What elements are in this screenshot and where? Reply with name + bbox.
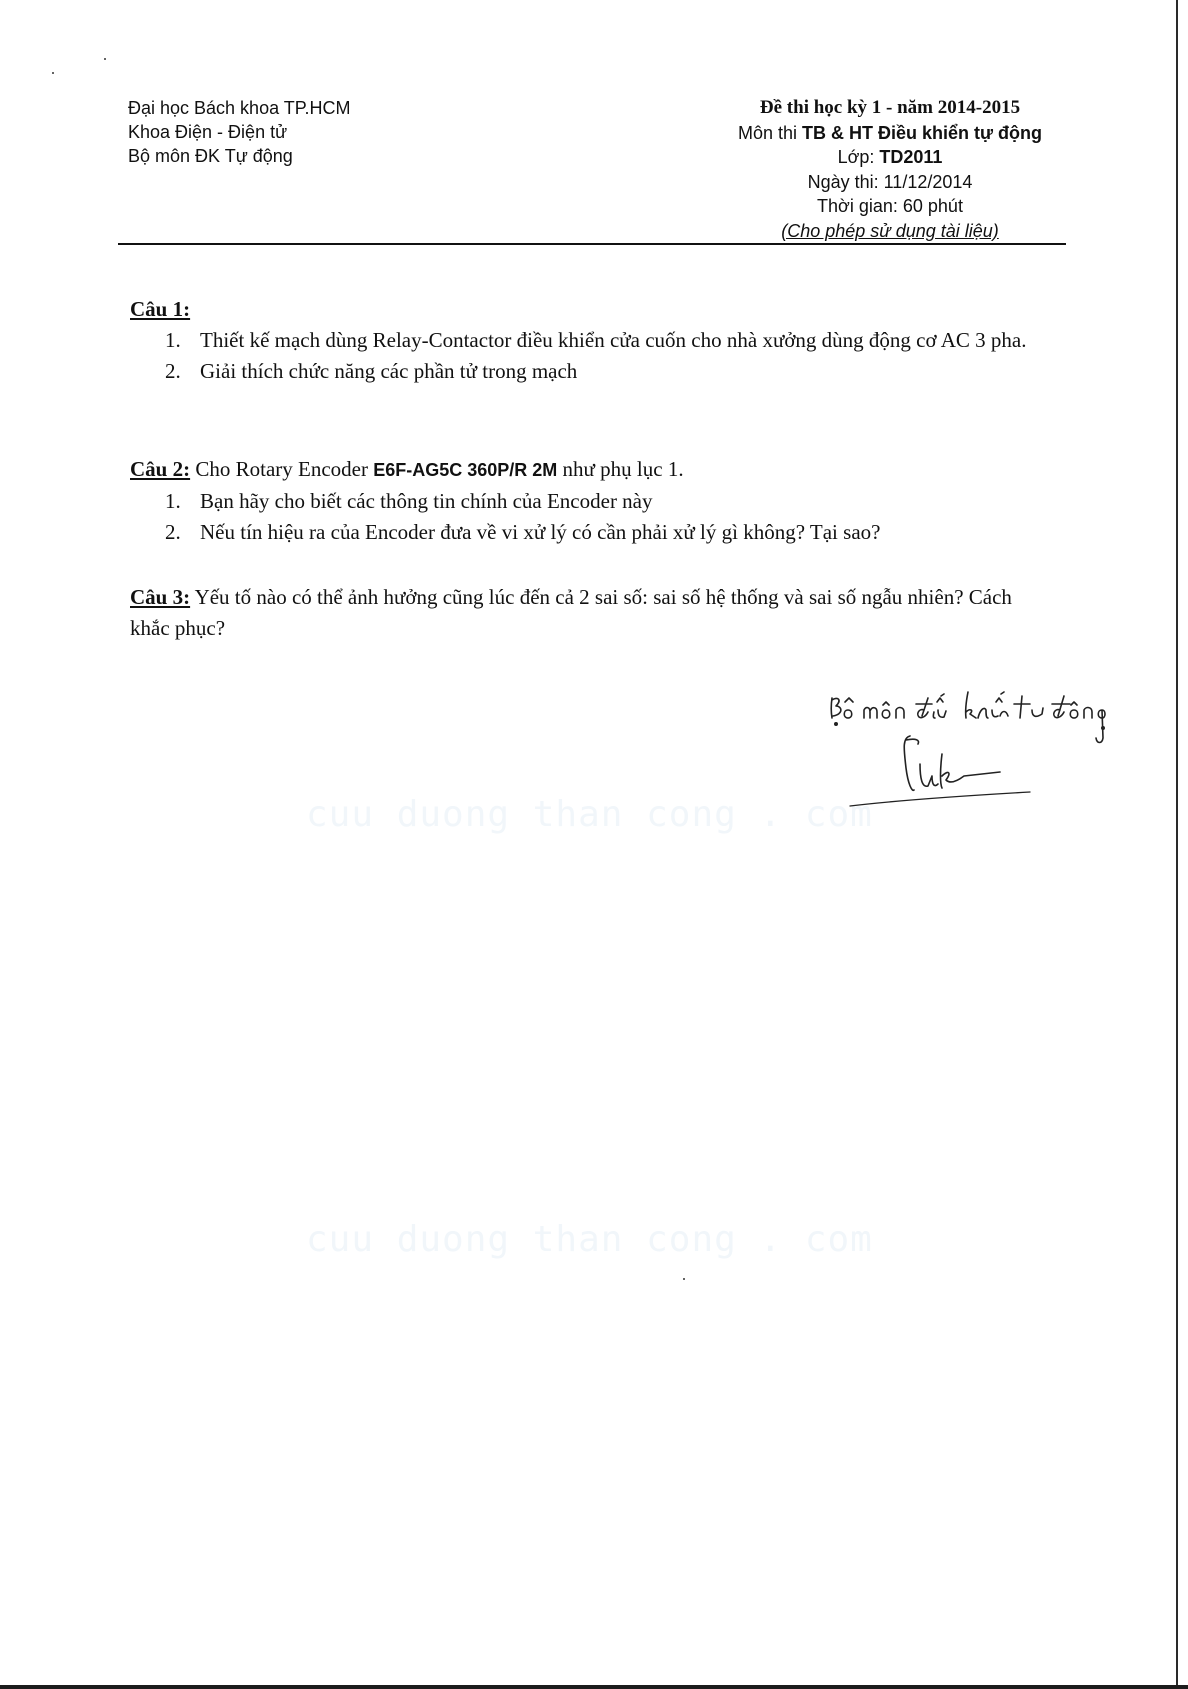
list-item [130, 517, 1090, 548]
institution-block [128, 96, 350, 168]
scan-edge-right [1176, 0, 1178, 1689]
class-code: TD2011 [879, 147, 943, 167]
header-divider [118, 243, 1066, 245]
question-2-intro-after: như phụ lục 1. [557, 457, 684, 481]
question-2-intro [130, 454, 1090, 486]
item-text: Nếu tín hiệu ra của Encoder đưa về vi xử lý có cần phải xử lý gì không? Tại sao? [200, 520, 881, 544]
encoder-model: E6F-AG5C 360P/R 2M [373, 460, 558, 480]
university-name: Đại học Bách khoa TP.HCM [128, 98, 351, 118]
item-text: Thiết kế mạch dùng Relay-Contactor điều khiển cửa cuốn cho nhà xưởng dùng động cơ AC 3 pha. [200, 328, 1027, 352]
exam-duration: Thời gian: 60 phút [817, 196, 963, 216]
subject-line [600, 121, 1180, 146]
question-1-list [130, 325, 1090, 387]
scan-edge-bottom [0, 1685, 1188, 1689]
item-text: Giải thích chức năng các phần tử trong mạch [200, 359, 578, 383]
exam-info-block [600, 96, 1180, 243]
question-1 [130, 294, 1090, 387]
scan-speck [52, 72, 54, 74]
question-2-list [130, 486, 1090, 548]
question-1-label: Câu 1: [130, 297, 191, 321]
item-number: 1. [165, 489, 181, 513]
watermark-text: cuu duong than cong . com [306, 794, 873, 835]
list-item [130, 325, 1030, 356]
department-name: Bộ môn ĐK Tự động [128, 146, 293, 166]
item-number: 1. [165, 328, 181, 352]
class-line [600, 145, 1180, 170]
item-number: 2. [165, 520, 181, 544]
item-number: 2. [165, 359, 181, 383]
materials-note: (Cho phép sử dụng tài liệu) [781, 220, 999, 241]
watermark-text: cuu duong than cong . com [306, 1219, 873, 1260]
list-item [130, 486, 1090, 517]
class-prefix: Lớp: [837, 147, 880, 167]
list-item [130, 356, 1090, 387]
question-2-intro-before: Cho Rotary Encoder [190, 457, 374, 481]
scan-speck [683, 1278, 685, 1280]
question-3-text: Yếu tố nào có thể ảnh hưởng cũng lúc đến cả 2 sai số: sai số hệ thống và sai số ngẫu nhiên? Cách khắc phục? [130, 585, 1012, 640]
exam-title: Đề thi học kỳ 1 - năm 2014-2015 [759, 97, 1021, 118]
exam-date: Ngày thi: 11/12/2014 [807, 171, 973, 192]
question-2-label: Câu 2: [130, 457, 191, 481]
question-3 [130, 582, 1050, 644]
department-signature [820, 680, 1140, 840]
item-text: Bạn hãy cho biết các thông tin chính của Encoder này [200, 489, 653, 513]
subject-name: TB & HT Điều khiển tự động [802, 122, 1043, 143]
question-3-label: Câu 3: [130, 585, 191, 609]
scan-speck [104, 58, 106, 60]
faculty-name: Khoa Điện - Điện tử [128, 122, 288, 142]
question-2 [130, 454, 1090, 548]
subject-prefix: Môn thi [737, 122, 802, 143]
handwritten-signature-image [820, 680, 1140, 840]
